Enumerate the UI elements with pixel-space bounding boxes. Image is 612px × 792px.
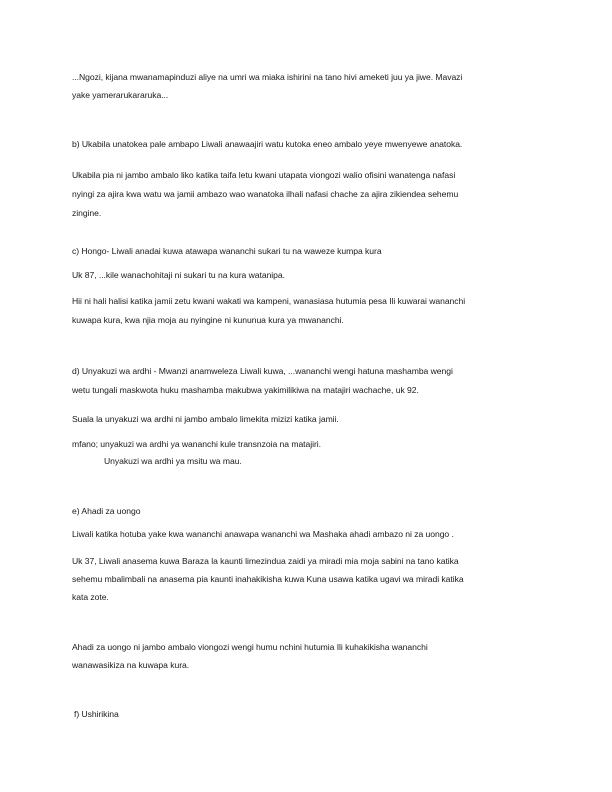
section-e-quote-line-2: sehemu mbalimbali na anasema pia kaunti inahakikisha kuwa Kuna usawa katika ugavi wa miradi katika xyxy=(72,574,464,584)
section-c-paragraph-line-1: Hii ni hali halisi katika jamii zetu kwani wakati wa kampeni, wanasiasa hutumia pesa Ili kuwarai wananchi xyxy=(72,296,466,306)
section-c-quote: Uk 87, ...kile wanachohitaji ni sukari tu na kura watanipa. xyxy=(72,270,285,280)
intro-line-2: yake yamerarukararuka... xyxy=(72,90,169,100)
section-e-heading: e) Ahadi za uongo xyxy=(72,506,141,516)
intro-line-1: ...Ngozi, kijana mwanamapinduzi aliye na umri wa miaka ishirini na tano hivi ameketi juu ya jiwe. Mavazi xyxy=(72,72,463,82)
section-d-heading-line-2: wetu tungali maskwota huku mashamba makubwa yakimilikiwa na matajiri wachache, uk 92. xyxy=(72,385,419,395)
section-d-paragraph: Suala la unyakuzi wa ardhi ni jambo ambalo limekita mizizi katika jamii. xyxy=(72,414,339,424)
section-d-example-indented: Unyakuzi wa ardhi ya msitu wa mau. xyxy=(104,456,242,466)
section-e-quote-line-3: kata zote. xyxy=(72,592,109,602)
section-e-paragraph: Liwali katika hotuba yake kwa wananchi anawapa wananchi wa Mashaka ahadi ambazo ni za uongo . xyxy=(72,529,454,539)
section-e-conclusion-line-1: Ahadi za uongo ni jambo ambalo viongozi wengi humu nchini hutumia Ili kuhakikisha wananchi xyxy=(72,642,428,652)
section-e-conclusion-line-2: wanawasikiza na kuwapa kura. xyxy=(72,660,190,670)
section-d-example: mfano; unyakuzi wa ardhi ya wananchi kule transnzoia na matajiri. xyxy=(72,439,321,449)
section-c-paragraph-line-2: kuwapa kura, kwa njia moja au nyingine ni kununua kura ya mwananchi. xyxy=(72,315,344,325)
section-d-heading-line-1: d) Unyakuzi wa ardhi - Mwanzi anamweleza Liwali kuwa, ...wananchi wengi hatuna mashamba wengi xyxy=(72,366,453,376)
section-f-heading: f) Ushirikina xyxy=(74,709,119,719)
section-b-heading: b) Ukabila unatokea pale ambapo Liwali anawaajiri watu kutoka eneo ambalo yeye mwenyewe anatoka. xyxy=(72,139,463,149)
section-b-paragraph-line-1: Ukabila pia ni jambo ambalo liko katika taifa letu kwani utapata viongozi walio ofisini wanatenga nafasi xyxy=(72,170,456,180)
section-b-paragraph-line-3: zingine. xyxy=(72,208,102,218)
section-b-paragraph-line-2: nyingi za ajira kwa watu wa jamii ambazo wao wanatoka ilhali nafasi chache za ajira zikiendea sehemu xyxy=(72,189,459,199)
section-e-quote-line-1: Uk 37, Liwali anasema kuwa Baraza la kaunti limezindua zaidi ya miradi mia moja sabini na tano katika xyxy=(72,556,459,566)
section-c-heading: c) Hongo- Liwali anadai kuwa atawapa wananchi sukari tu na waweze kumpa kura xyxy=(72,246,382,256)
